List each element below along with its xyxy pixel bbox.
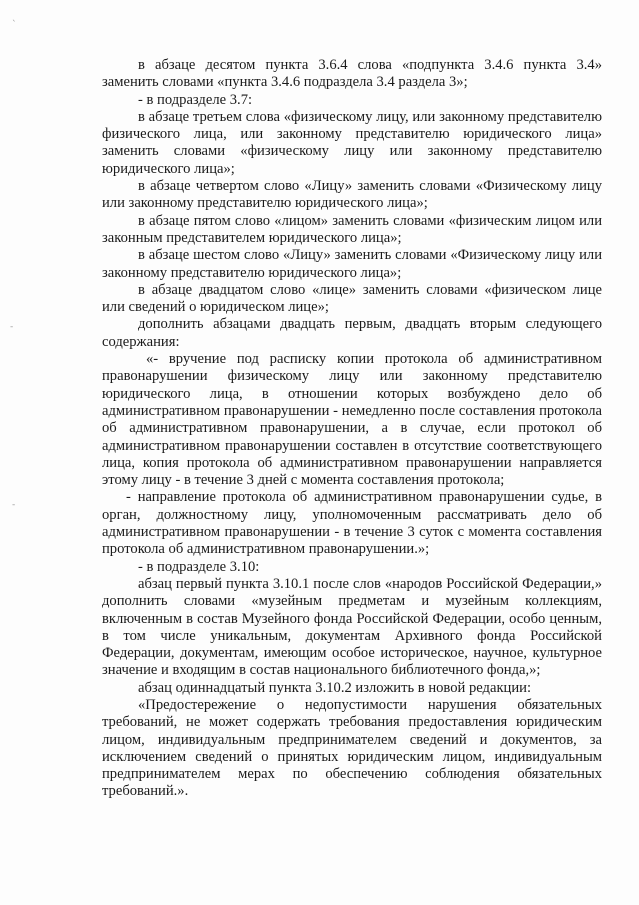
paragraph: в абзаце пятом слово «лицом» заменить словами «физическим лицом или законным представителем юридического лица»; — [102, 212, 602, 246]
scan-mark: ` — [12, 20, 17, 30]
paragraph: - в подразделе 3.10: — [138, 558, 260, 575]
paragraph: «Предостережение о недопустимости нарушения обязательных требований, не может содержать требования предоставления юридическим лицом, индивидуальным предпринимателем сведений и документов, за исключением сведений о принятых юридическим лицом, индивидуальным предпринимателем мерах по обеспечению соблюдения обязательных требований.». — [102, 696, 602, 800]
paragraph: абзац первый пункта 3.10.1 после слов «народов Российской Федерации,» дополнить словами «музейным предметам и музейным коллекциям, включенным в состав Музейного фонда Российской Федерации, особо ценным, в том числе уникальным, документам Архивного фонда Российской Федерации, документам, имеющим особое историческое, научное, культурное значение и входящим в состав национального библиотечного фонда,»; — [102, 575, 602, 679]
document-body — [102, 57, 602, 801]
paragraph: в абзаце четвертом слово «Лицу» заменить словами «Физическому лицу или законному представителю юридического лица»; — [102, 178, 602, 212]
paragraph: - направление протокола об административном правонарушении судье, в орган, должностному лицу, уполномоченным рассматривать дело об административном правонарушении - в течение 3 суток с момента составления протокола об административном правонарушении.»; — [102, 489, 602, 558]
paragraph: в абзаце десятом пункта 3.6.4 слова «подпункта 3.4.6 пункта 3.4» заменить словами «пункта 3.4.6 подраздела 3.4 раздела 3»; — [102, 57, 602, 91]
paragraph: дополнить абзацами двадцать первым, двадцать вторым следующего содержания: — [102, 316, 602, 350]
paragraph: в абзаце шестом слово «Лицу» заменить словами «Физическому лицу или законному представителю юридического лица»; — [102, 247, 602, 281]
paragraph: в абзаце третьем слова «физическому лицу, или законному представителю физического лица, или законному представителю юридического лица» заменить словами «физическому лицу или законному представителю юридического лица»; — [102, 108, 602, 177]
paragraph: «- вручение под расписку копии протокола об административном правонарушении физическому лицу или законному представителю юридического лица, в отношении которых возбуждено дело об административном правонарушении - немедленно после составления протокола об административном правонарушении, а в случае, если протокол об административном правонарушении составлен в отсутствие соответствующего лица, копия протокола об административном правонарушении направляется этому лицу - в течение 3 дней с момента составления протокола; — [102, 351, 602, 489]
paragraph: в абзаце двадцатом слово «лице» заменить словами «физическом лице или сведений о юридическом лице»; — [102, 281, 602, 316]
scan-mark: - — [10, 322, 14, 332]
paragraph: абзац одиннадцатый пункта 3.10.2 изложить в новой редакции: — [138, 679, 532, 696]
paragraph: - в подразделе 3.7: — [138, 91, 253, 108]
scan-mark: - — [12, 500, 16, 510]
